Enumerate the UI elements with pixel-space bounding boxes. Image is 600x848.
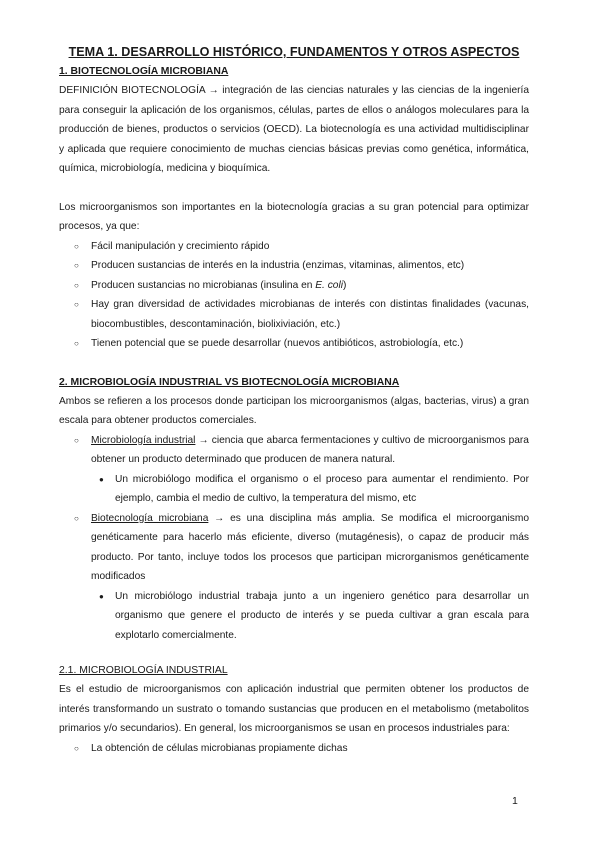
list-item-microbial-biotechnology [59,509,529,646]
list-item: ○ Producen sustancias de interés en la industria (enzimas, vitaminas, alimentos, etc) [59,256,529,276]
list-item: ○ Tienen potencial que se puede desarrollar (nuevos antibióticos, astrobiología, etc.) [59,334,529,354]
definition-paragraph: DEFINICIÓN BIOTECNOLOGÍA → integración de las ciencias naturales y las ciencias de la ingeniería para conseguir la aplicación de los organismos, células, partes de ellos o análogos moleculares para la producción de bienes, productos o servicios (OECD). La biotecnología es una actividad multidisciplinar y aplicada que requiere conocimiento de muchas ciencias básicas previas como genética, informática, química, microbiología, medicina y bioquímica. [59,85,529,174]
definition-microbial-biotechnology: → es una disciplina más amplia. Se modifica el microorganismo genéticamente para hacerlo más eficiente, diverso (mutagénesis), o capaz de producir más producto. Por tanto, incluye todos los procesos que participan microrganismos genéticamente modificados [91,512,529,582]
section-2-1-heading: 2.1. MICROBIOLOGÍA INDUSTRIAL [59,665,228,676]
uses-list [59,739,529,759]
advantages-list [59,237,529,354]
comparison-list [59,431,529,646]
sublist [59,587,529,646]
page-title: TEMA 1. DESARROLLO HISTÓRICO, FUNDAMENTOS Y OTROS ASPECTOS [68,45,520,59]
sublist-item: ● Un microbiólogo modifica el organismo o el proceso para aumentar el rendimiento. Por ejemplo, cambia el medio de cultivo, la temperatura del mismo, etc [59,470,529,509]
section-2-intro: Ambos se refieren a los procesos donde participan los microorganismos (algas, bacterias, virus) a gran escala para obtener productos comerciales. [59,395,529,426]
definition-industrial-microbiology: → ciencia que abarca fermentaciones y cultivo de microorganismos para obtener un producto determinado que producen de manera natural. [91,434,529,465]
list-item-industrial-microbiology [59,431,529,509]
species-name: E. coli [315,279,343,291]
term-microbial-biotechnology: Biotecnología microbiana [91,512,209,524]
section-2-1-paragraph: Es el estudio de microorganismos con aplicación industrial que permiten obtener los productos de interés transformando un sustrato o tomando sustancias que producen en el metabolismo (metabolitos primarios y/o secundarios). En general, los microorganismos se usan en procesos industriales para: [59,684,529,734]
page-number: 1 [512,795,518,807]
sublist-item: ● Un microbiólogo industrial trabaja junto a un ingeniero genético para desarrollar un organismo que genere el producto de interés y se pueda cultivar a gran escala para explotarlo comercialmente. [59,587,529,646]
term-industrial-microbiology: Microbiología industrial [91,434,196,446]
document-page [59,42,529,758]
list-item: ○ Hay gran diversidad de actividades microbianas de interés con distintas finalidades (vacunas, biocombustibles, descontaminación, biolixiviación, etc.) [59,295,529,334]
section-1-heading: 1. BIOTECNOLOGÍA MICROBIANA [59,66,229,77]
list-item: ○ Fácil manipulación y crecimiento rápido [59,237,529,257]
list-item-text-end: ) [343,279,347,291]
list-item: ○ La obtención de células microbianas propiamente dichas [59,739,529,759]
sublist [59,470,529,509]
section-2-heading: 2. MICROBIOLOGÍA INDUSTRIAL VS BIOTECNOLOGÍA MICROBIANA [59,376,400,388]
list-item-text: Producen sustancias no microbianas (insulina en [91,279,316,291]
microorganisms-intro: Los microorganismos son importantes en la biotecnología gracias a su gran potencial para optimizar procesos, ya que: [59,201,529,232]
list-item [59,276,529,296]
